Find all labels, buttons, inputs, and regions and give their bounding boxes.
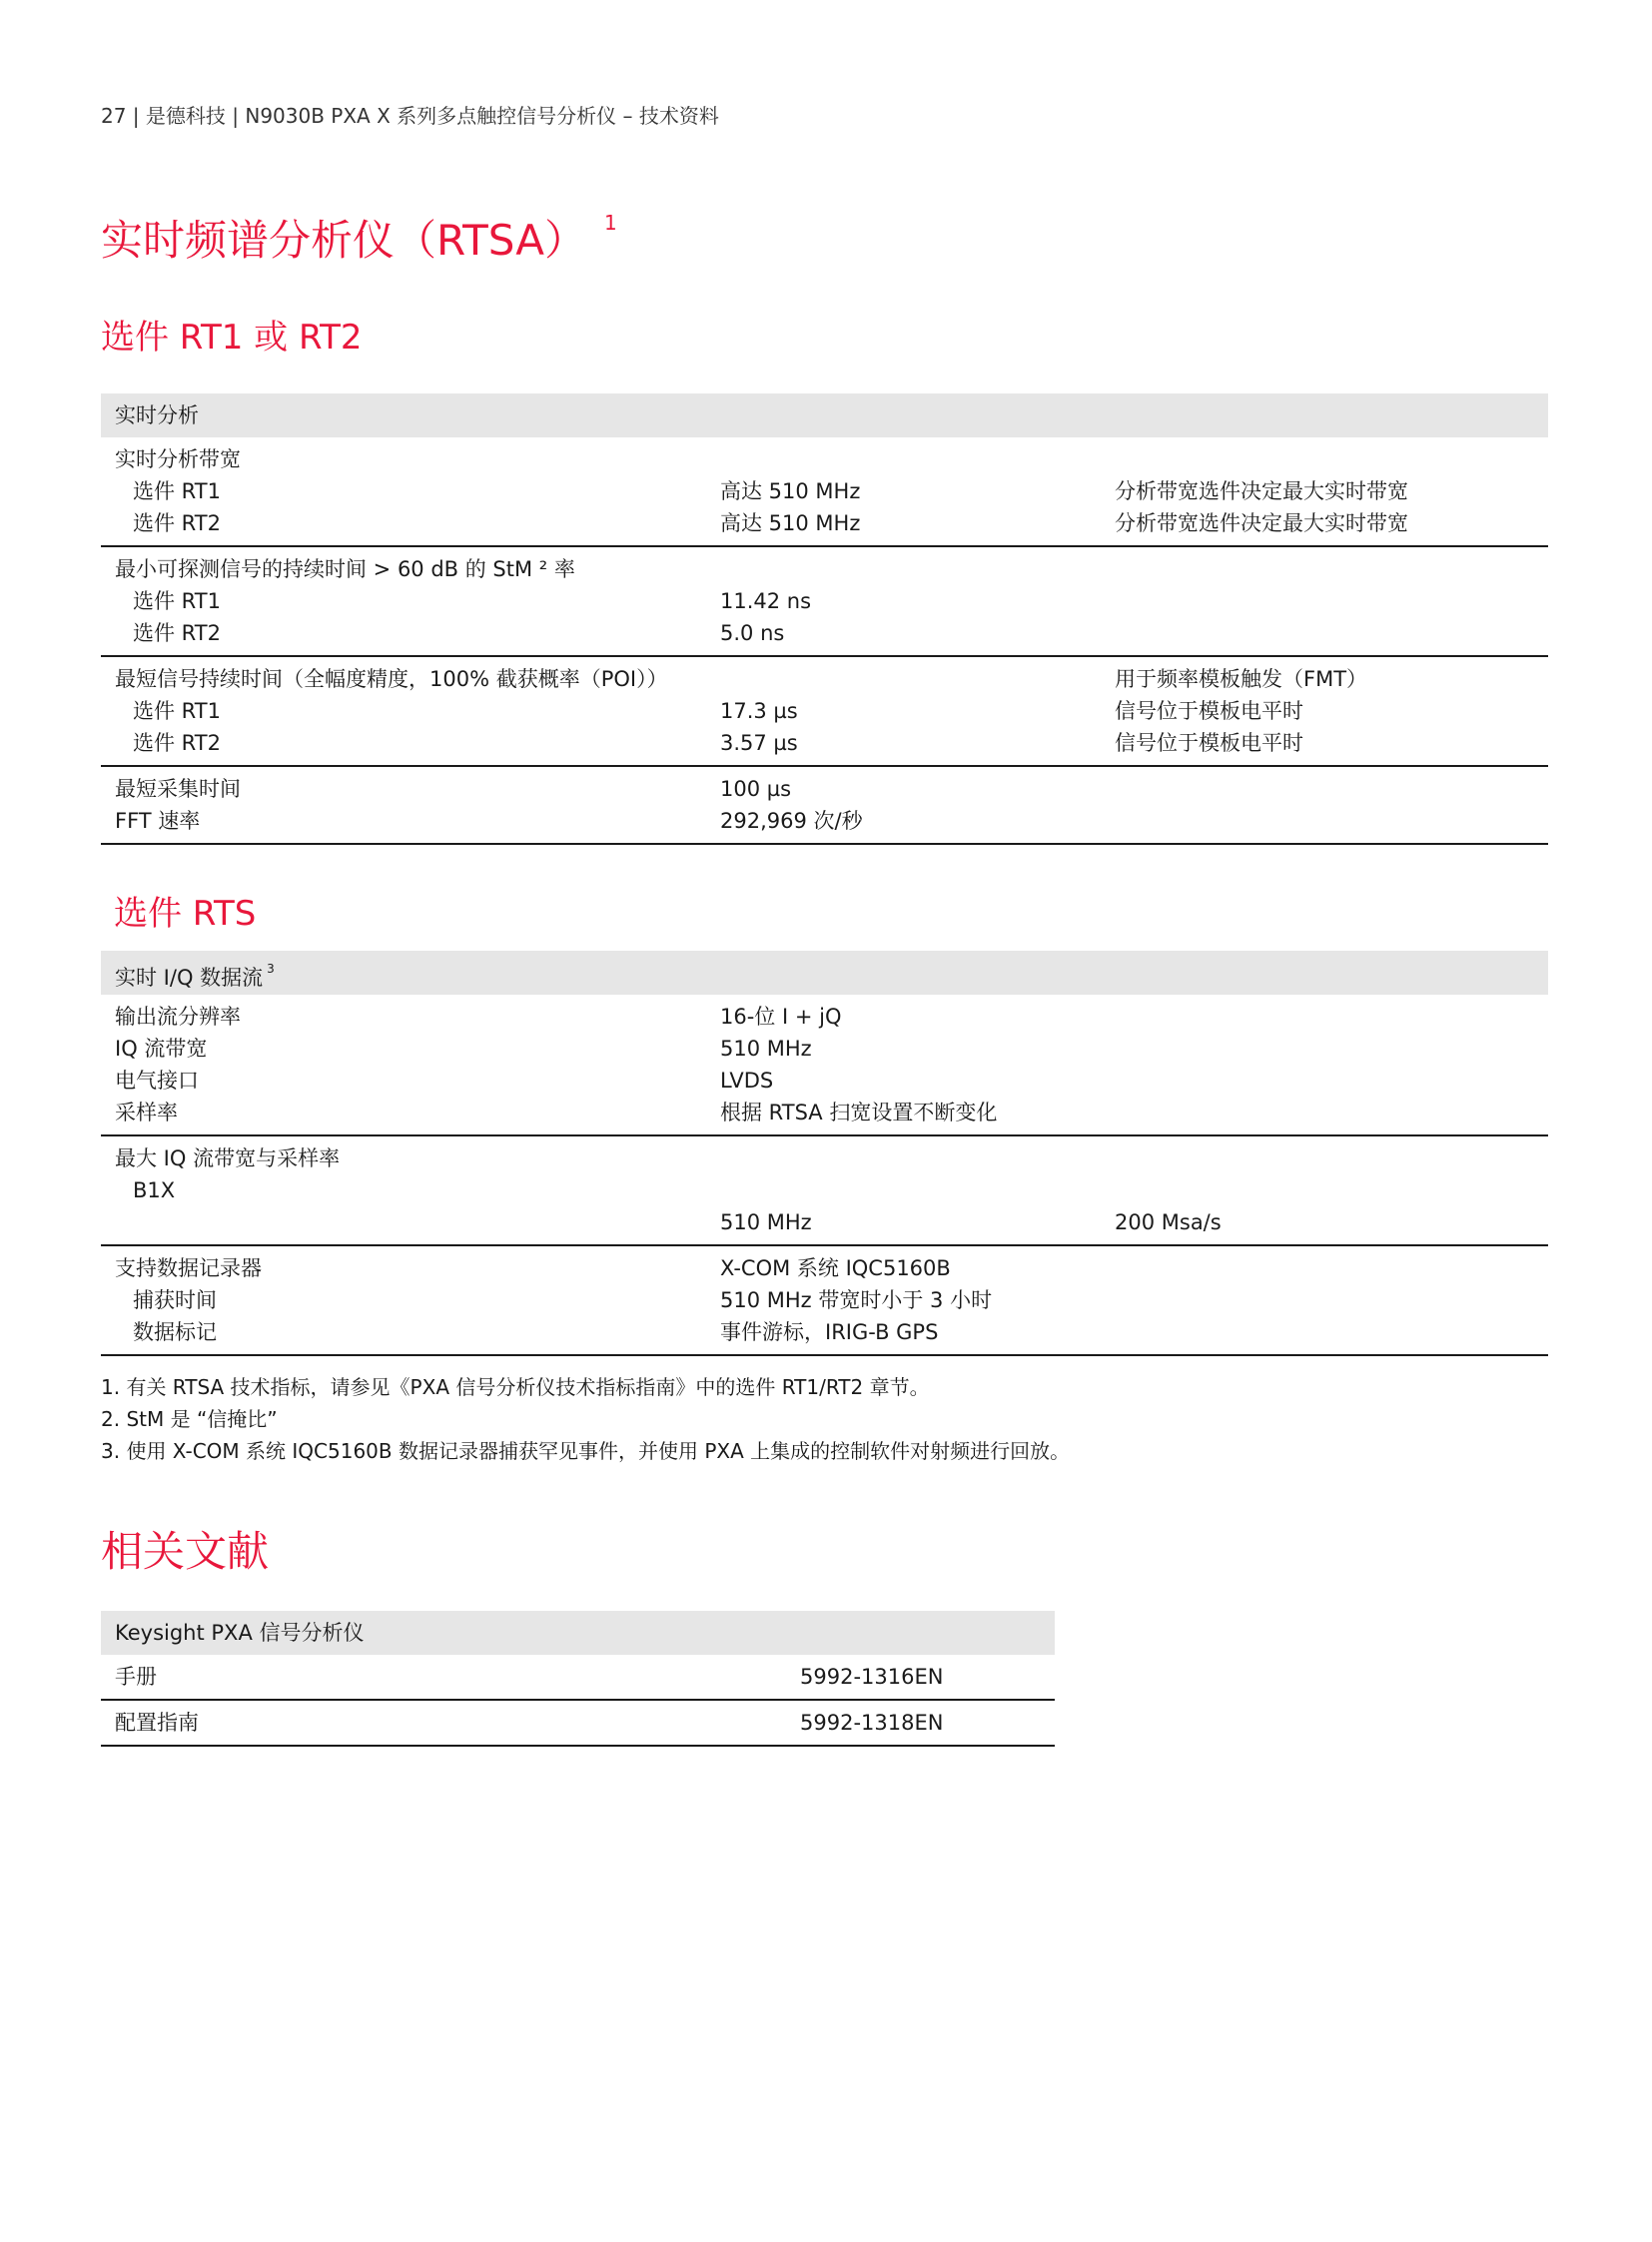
reference-row [101, 1655, 1055, 1701]
table-row [101, 727, 1548, 759]
table-row [101, 1206, 1548, 1238]
row-label: 选件 RT2 [133, 731, 221, 755]
table-row [101, 443, 1548, 475]
row-note [1115, 1284, 1548, 1316]
table-group [101, 547, 1548, 657]
row-note [1115, 443, 1548, 475]
row-label: 实时分析带宽 [115, 447, 241, 471]
page-title-text: 实时频谱分析仪（RTSA） [101, 216, 586, 265]
row-label: 选件 RT1 [133, 479, 221, 503]
row-note [1115, 1174, 1548, 1206]
table-row [101, 1174, 1548, 1206]
table-header-footnote-ref: 3 [267, 962, 275, 976]
table-row [101, 663, 1548, 695]
footnote-2: 2. StM 是 “信掩比” [101, 1407, 278, 1431]
table-group [101, 657, 1548, 767]
row-note: 用于频率模板触发（FMT） [1115, 667, 1368, 691]
table-row [101, 585, 1548, 617]
row-value: 高达 510 MHz [720, 479, 861, 503]
realtime-analysis-table [101, 393, 1548, 845]
table-row [101, 1033, 1548, 1065]
row-value: 3.57 µs [720, 731, 798, 755]
table-row [101, 695, 1548, 727]
row-label: 输出流分辨率 [115, 1005, 241, 1029]
row-value: 510 MHz [720, 1210, 812, 1234]
table-row [101, 1284, 1548, 1316]
row-value [720, 1174, 1115, 1206]
row-note [1115, 617, 1548, 649]
row-label: 选件 RT1 [133, 699, 221, 723]
row-note [1115, 1033, 1548, 1065]
reference-name: 配置指南 [115, 1711, 199, 1735]
row-note: 分析带宽选件决定最大实时带宽 [1115, 511, 1408, 535]
row-value: 17.3 µs [720, 699, 798, 723]
table-row [101, 1001, 1548, 1033]
row-value [720, 553, 1115, 585]
table-group [101, 437, 1548, 547]
reference-code: 5992-1316EN [800, 1665, 944, 1689]
row-label: 采样率 [115, 1101, 178, 1124]
row-value: 事件游标，IRIG-B GPS [720, 1320, 939, 1344]
row-note [1115, 1316, 1548, 1348]
table-group [101, 1246, 1548, 1356]
row-label: 数据标记 [133, 1320, 217, 1344]
row-value: X-COM 系统 IQC5160B [720, 1256, 951, 1280]
row-label: 最短采集时间 [115, 777, 241, 801]
table-group [101, 995, 1548, 1136]
row-value: 292,969 次/秒 [720, 809, 863, 833]
references-table [101, 1611, 1055, 1747]
table-row [101, 507, 1548, 539]
table-row [101, 1065, 1548, 1097]
table-group [101, 1136, 1548, 1246]
row-note: 信号位于模板电平时 [1115, 699, 1303, 723]
row-label: 电气接口 [115, 1069, 199, 1093]
row-label: 选件 RT2 [133, 511, 221, 535]
row-value [720, 663, 1115, 695]
table-row [101, 1316, 1548, 1348]
row-label: FFT 速率 [115, 809, 201, 833]
table-row [101, 475, 1548, 507]
table-header-text: 实时 I/Q 数据流 [115, 966, 264, 990]
row-value: 510 MHz [720, 1037, 812, 1061]
row-value: 高达 510 MHz [720, 511, 861, 535]
row-note [1115, 553, 1548, 585]
references-heading: 相关文献 [101, 1527, 270, 1576]
row-note [1115, 1065, 1548, 1097]
table-row [101, 1142, 1548, 1174]
row-note [1115, 805, 1548, 837]
page-header: 27 | 是德科技 | N9030B PXA X 系列多点触控信号分析仪 – 技术资料 [101, 104, 719, 128]
row-note [1115, 585, 1548, 617]
footnotes [101, 1371, 1070, 1467]
title-footnote-ref: 1 [603, 211, 617, 235]
row-value: 100 µs [720, 777, 792, 801]
row-label: 最大 IQ 流带宽与采样率 [115, 1146, 341, 1170]
row-note [1115, 1252, 1548, 1284]
row-label: 最小可探测信号的持续时间 > 60 dB 的 StM ² 率 [115, 557, 575, 581]
row-label: 选件 RT1 [133, 589, 221, 613]
row-label: B1X [133, 1178, 176, 1202]
row-note [1115, 1001, 1548, 1033]
row-note: 分析带宽选件决定最大实时带宽 [1115, 479, 1408, 503]
footnote-1: 1. 有关 RTSA 技术指标，请参见《PXA 信号分析仪技术指标指南》中的选件 RT1/RT2 章节。 [101, 1375, 930, 1399]
section-heading-rt1-rt2: 选件 RT1 或 RT2 [101, 318, 363, 358]
row-value: LVDS [720, 1069, 774, 1093]
row-value: 根据 RTSA 扫宽设置不断变化 [720, 1101, 998, 1124]
row-value: 5.0 ns [720, 621, 785, 645]
table-body [101, 995, 1548, 1356]
section-heading-rts: 选件 RTS [114, 894, 257, 934]
reference-name: 手册 [115, 1665, 157, 1689]
table-body [101, 437, 1548, 845]
iq-streaming-table [101, 951, 1548, 1356]
row-note: 200 Msa/s [1115, 1210, 1222, 1234]
row-note [1115, 773, 1548, 805]
row-label [101, 1206, 720, 1238]
footnote-3: 3. 使用 X-COM 系统 IQC5160B 数据记录器捕获罕见事件，并使用 PXA 上集成的控制软件对射频进行回放。 [101, 1439, 1071, 1463]
row-value: 11.42 ns [720, 589, 812, 613]
row-label: 捕获时间 [133, 1288, 217, 1312]
row-label: IQ 流带宽 [115, 1037, 208, 1061]
references-table-header: Keysight PXA 信号分析仪 [101, 1611, 1055, 1655]
table-row [101, 1097, 1548, 1128]
row-note [1115, 1142, 1548, 1174]
row-label: 选件 RT2 [133, 621, 221, 645]
reference-code: 5992-1318EN [800, 1711, 944, 1735]
table-group [101, 767, 1548, 845]
row-value [720, 1142, 1115, 1174]
page-title [101, 208, 617, 268]
row-note [1115, 1097, 1548, 1128]
table-header: 实时分析 [101, 393, 1548, 437]
row-value: 510 MHz 带宽时小于 3 小时 [720, 1288, 993, 1312]
table-row [101, 773, 1548, 805]
table-header [101, 951, 1548, 995]
table-row [101, 1252, 1548, 1284]
row-label: 最短信号持续时间（全幅度精度，100% 截获概率（POI）） [115, 667, 668, 691]
reference-row [101, 1701, 1055, 1747]
row-value [720, 443, 1115, 475]
row-value: 16-位 I + jQ [720, 1005, 842, 1029]
table-row [101, 553, 1548, 585]
table-row [101, 617, 1548, 649]
row-label: 支持数据记录器 [115, 1256, 262, 1280]
table-row [101, 805, 1548, 837]
row-note: 信号位于模板电平时 [1115, 731, 1303, 755]
